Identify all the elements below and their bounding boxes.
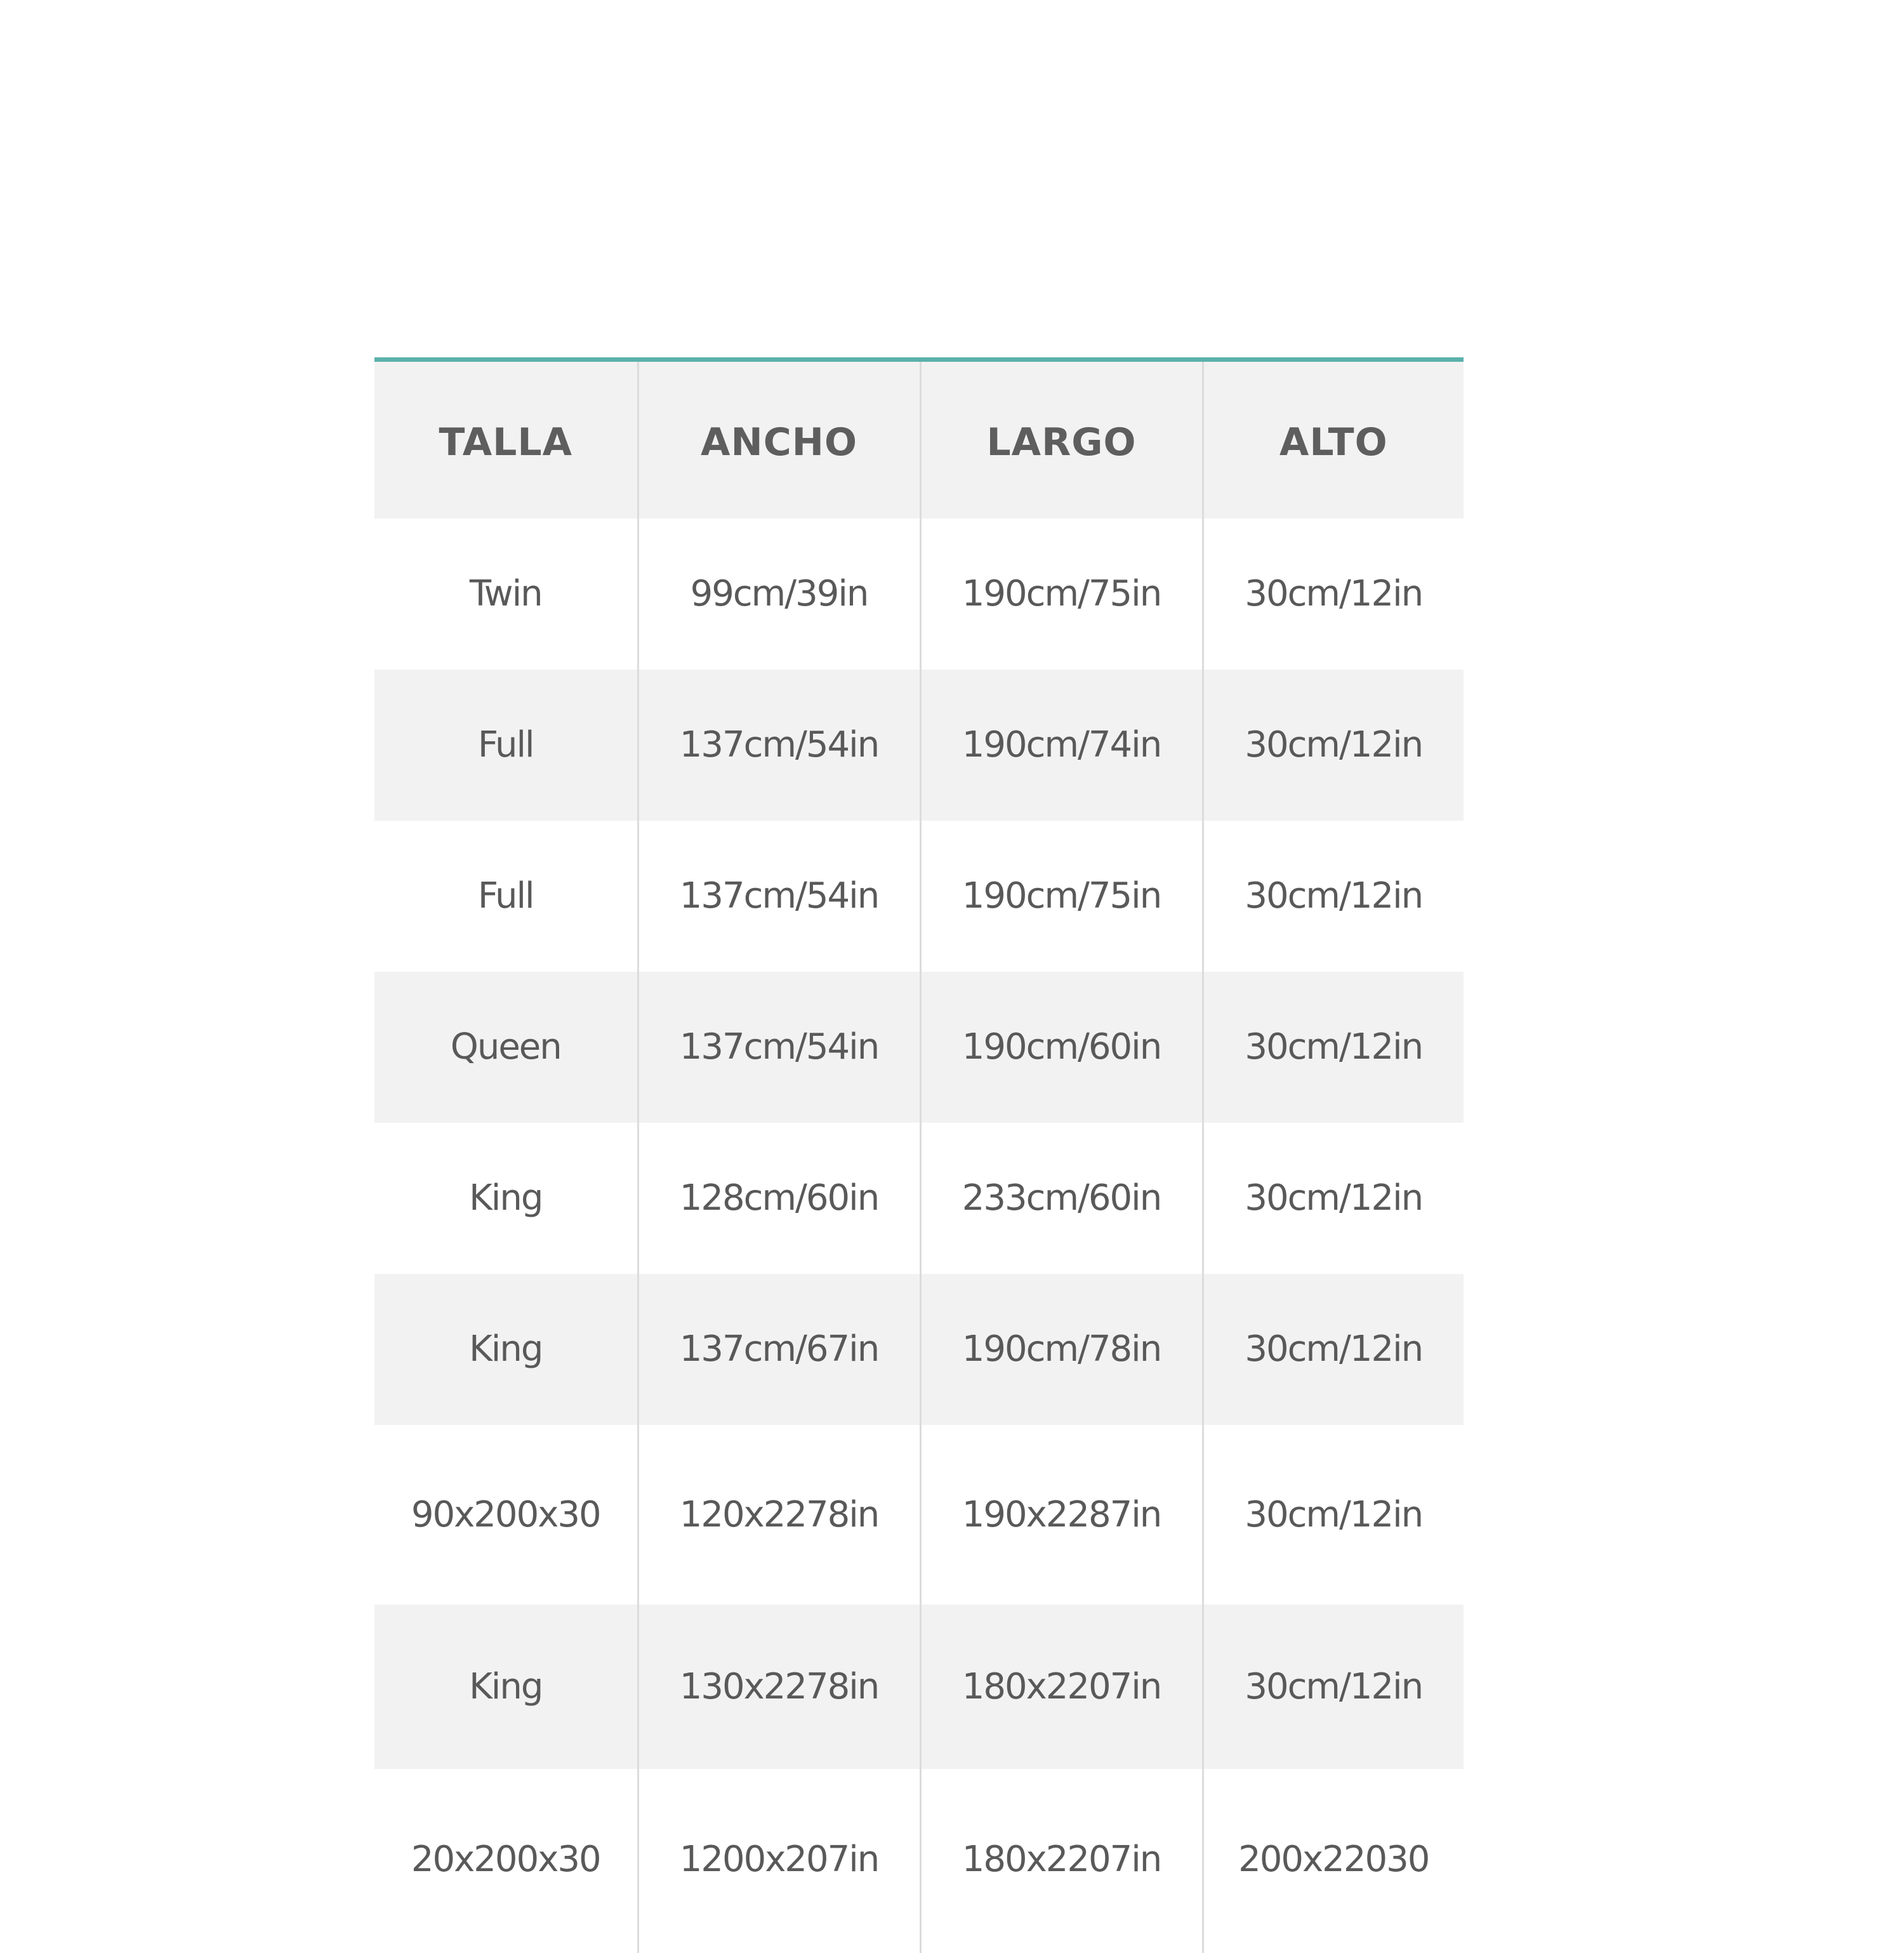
- cell-ancho: 130x2278in: [638, 1605, 920, 1769]
- cell-ancho: 137cm/54in: [638, 972, 920, 1123]
- cell-talla: Full: [477, 724, 534, 765]
- cell-talla: 90x200x30: [411, 1493, 600, 1535]
- cell-alto: 30cm/12in: [1203, 1123, 1464, 1274]
- cell-talla: King: [469, 1177, 543, 1219]
- cell-alto: 30cm/12in: [1203, 1425, 1464, 1605]
- header-largo: LARGO: [920, 360, 1203, 519]
- header-ancho: ANCHO: [638, 360, 920, 519]
- cell-ancho: 1200x207in: [638, 1769, 920, 1953]
- cell-ancho: 128cm/60in: [638, 1123, 920, 1274]
- table-row: [374, 1123, 1464, 1274]
- table-body: [374, 519, 1464, 1953]
- table-row: [374, 821, 1464, 972]
- header-alto: ALTO: [1203, 360, 1464, 519]
- cell-talla: Twin: [469, 573, 542, 614]
- cell-talla: King: [469, 1665, 543, 1707]
- cell-ancho: 99cm/39in: [638, 519, 920, 670]
- cell-alto: 30cm/12in: [1203, 821, 1464, 972]
- table-row: [374, 1605, 1464, 1769]
- cell-alto: 30cm/12in: [1203, 1274, 1464, 1425]
- table-row: [374, 1425, 1464, 1605]
- cell-alto: 30cm/12in: [1203, 519, 1464, 670]
- size-chart-table: [374, 357, 1464, 1953]
- cell-ancho: 137cm/54in: [638, 670, 920, 821]
- cell-ancho: 120x2278in: [638, 1425, 920, 1605]
- cell-talla: King: [469, 1328, 543, 1370]
- cell-alto: 30cm/12in: [1203, 1605, 1464, 1769]
- cell-largo: 190x2287in: [920, 1425, 1203, 1605]
- cell-alto: 200x22030: [1203, 1769, 1464, 1953]
- cell-alto: 30cm/12in: [1203, 972, 1464, 1123]
- header-row: [374, 360, 1464, 519]
- cell-largo: 180x2207in: [920, 1769, 1203, 1953]
- cell-largo: 190cm/75in: [920, 519, 1203, 670]
- table-row: [374, 972, 1464, 1123]
- cell-largo: 190cm/75in: [920, 821, 1203, 972]
- cell-alto: 30cm/12in: [1203, 670, 1464, 821]
- cell-largo: 180x2207in: [920, 1605, 1203, 1769]
- cell-largo: 190cm/74in: [920, 670, 1203, 821]
- cell-ancho: 137cm/67in: [638, 1274, 920, 1425]
- cell-talla: Full: [477, 875, 534, 917]
- cell-largo: 190cm/78in: [920, 1274, 1203, 1425]
- table-row: [374, 519, 1464, 670]
- header-talla: TALLA: [374, 360, 638, 519]
- table-row: [374, 1769, 1464, 1953]
- cell-largo: 190cm/60in: [920, 972, 1203, 1123]
- table-row: [374, 1274, 1464, 1425]
- cell-ancho: 137cm/54in: [638, 821, 920, 972]
- table-header: [374, 360, 1464, 519]
- table-row: [374, 670, 1464, 821]
- cell-talla: 20x200x30: [411, 1838, 600, 1880]
- cell-talla: Queen: [450, 1026, 561, 1068]
- cell-largo: 233cm/60in: [920, 1123, 1203, 1274]
